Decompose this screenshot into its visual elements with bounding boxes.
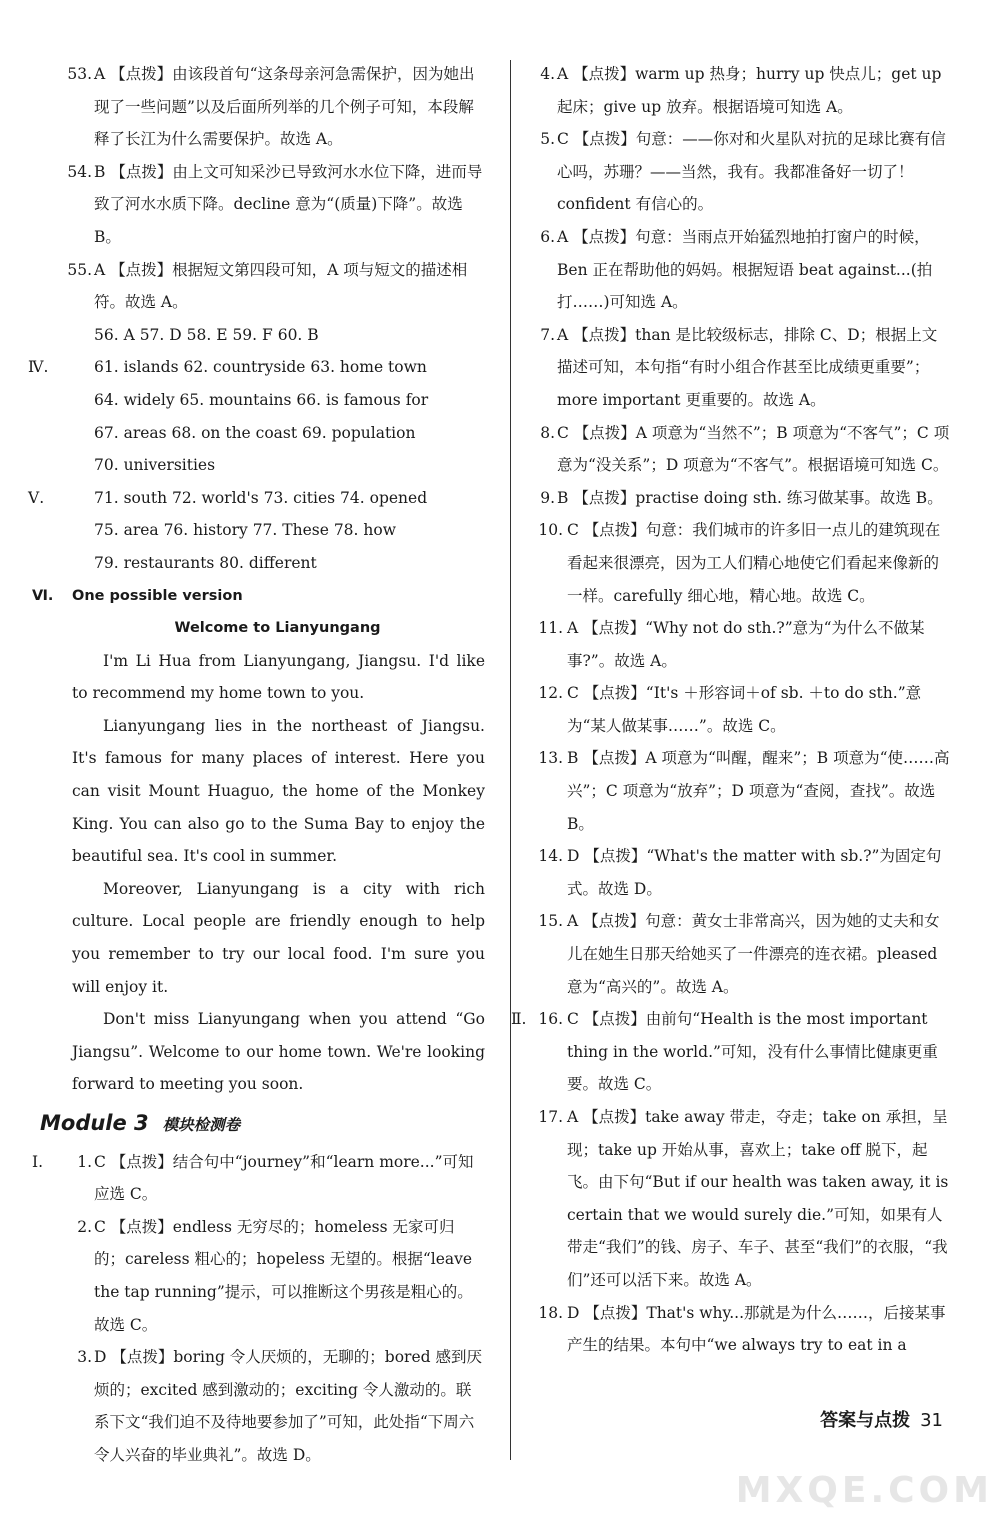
- section-4-row-2: 64. widely 65. mountains 66. is famous for: [94, 390, 429, 409]
- m3-answer-4: 4. A 【点拨】warm up 热身；hurry up 快点儿；get up 起床；give up 放弃。根据语境可知选 A。: [540, 65, 942, 116]
- m3-answer-3: 3. D 【点拨】boring 令人厌烦的，无聊的；bored 感到厌烦的；excited 感到激动的；exciting 令人激动的。联系下文“我们迫不及待地要参加了”可知，此处指“下周六令人兴奋的毕业典礼”。故选 D。: [77, 1348, 482, 1464]
- answer-53: 53. A 【点拨】由该段首句“这条母亲河急需保护，因为她出现了一些问题”以及后面所列举的几个例子可知，本段解释了长江为什么需要保护。故选 A。: [67, 65, 475, 149]
- essay-paragraph-4: Don't miss Lianyungang when you attend “Go Jiangsu”. Welcome to our home town. We're looking forward to meeting you soon.: [72, 1010, 485, 1094]
- m3-answer-9: 9. B 【点拨】practise doing sth. 练习做某事。故选 B。: [540, 488, 943, 507]
- m3-answer-1: Ⅰ. 1. C 【点拨】结合句中“journey”和“learn more...”可知应选 C。: [32, 1152, 474, 1204]
- module-heading: Module 3 模块检测卷: [40, 1111, 241, 1135]
- essay-paragraph-1: I'm Li Hua from Lianyungang, Jiangsu. I'd like to recommend my home town to you.: [72, 651, 485, 703]
- essay-title: Welcome to Lianyungang: [174, 620, 381, 637]
- m3-answer-18: 18. D 【点拨】That's why...那就是为什么……，后接某事产生的结果。本句中“we always try to eat in a: [538, 1303, 946, 1355]
- section-4-row-4: 70. universities: [94, 456, 216, 475]
- answer-55: 55. A 【点拨】根据短文第四段可知，A 项与短文的描述相符。故选 A。: [67, 260, 468, 312]
- m3-answer-11: 11. A 【点拨】“Why not do sth.?”意为“为什么不做某事?”。故选 A。: [538, 619, 925, 670]
- m3-answer-10: 10. C 【点拨】句意：我们城市的许多旧一点儿的建筑现在看起来很漂亮，因为工人们精心地使它们看起来像新的一样。carefully 细心地，精心地。故选 C。: [538, 521, 941, 605]
- m3-answer-6: 6. A 【点拨】句意：当雨点开始猛烈地拍打窗户的时候，Ben 正在帮助他的妈妈。根据短语 beat against...(拍打……)可知选 A。: [540, 227, 933, 312]
- m3-answer-2: 2. C 【点拨】endless 无穷尽的；homeless 无家可归的；careless 粗心的；hopeless 无望的。根据“leave the tap running”提示，可以推断这个男孩是粗心的。故选 C。: [77, 1217, 473, 1334]
- right-column: [511, 58, 950, 1362]
- m3-answer-14: 14. D 【点拨】“What's the matter with sb.?”为固定句式。故选 D。: [538, 847, 942, 898]
- m3-answer-12: 12. C 【点拨】“It's ＋形容词＋of sb. ＋to do sth.”意为“某人做某事……”。故选 C。: [538, 684, 922, 735]
- answer-54: 54. B 【点拨】由上文可知采沙已导致河水水位下降，进而导致了河水水质下降。decline 意为“(质量)下降”。故选 B。: [67, 162, 483, 246]
- m3-answer-16: Ⅱ. 16. C 【点拨】由前句“Health is the most important thing in the world.”可知，没有什么事情比健康更重要。故选 C。: [511, 1010, 938, 1094]
- section-4-row-3: 67. areas 68. on the coast 69. population: [94, 423, 416, 442]
- watermark: MXQE.COM: [735, 1470, 993, 1511]
- left-column: [28, 58, 485, 1472]
- m3-answer-5: 5. C 【点拨】句意：——你对和火星队对抗的足球比赛有信心吗，苏珊？——当然，我有。我都准备好一切了！confident 有信心的。: [540, 130, 946, 214]
- column-divider: [510, 60, 511, 1460]
- essay-paragraph-2: Lianyungang lies in the northeast of Jiangsu. It's famous for many places of interest. Here you can visit Mount Huaguo, the home of the Monkey King. You can also go to the Suma Bay to enjoy the beautiful sea. It's cool in summer.: [72, 716, 485, 866]
- m3-answer-17: 17. A 【点拨】take away 带走，夺走；take on 承担，呈现；take up 开始从事，喜欢上；take off 脱下，起飞。由下句“But if our health was taken away, it is certain that we would surely die.”可知，如果有人带走“我们”的钱、房子、车子、甚至“我们”的衣服，“我们”还可以活下来。故选 A。: [538, 1108, 949, 1289]
- page-footer: 答案与点拨 31: [820, 1410, 943, 1431]
- answers-56-60: 56. A 57. D 58. E 59. F 60. B: [94, 325, 319, 344]
- section-5-row-1: Ⅴ. 71. south 72. world's 73. cities 74. opened: [28, 488, 428, 507]
- essay-paragraph-3: Moreover, Lianyungang is a city with rich culture. Local people are friendly enough to help you remember to try our local food. I'm sure you will enjoy it.: [72, 879, 485, 996]
- section-5-row-3: 79. restaurants 80. different: [94, 553, 317, 572]
- m3-answer-7: 7. A 【点拨】than 是比较级标志，排除 C、D；根据上文描述可知，本句指“有时小组合作甚至比成绩更重要”；more important 更重要的。故选 A。: [540, 325, 938, 409]
- section-4-row-1: Ⅳ. 61. islands 62. countryside 63. home town: [28, 358, 427, 377]
- section-6-label: Ⅵ. One possible version: [32, 587, 243, 604]
- m3-answer-15: 15. A 【点拨】句意：黄女士非常高兴，因为她的丈夫和女儿在她生日那天给她买了一件漂亮的连衣裙。pleased 意为“高兴的”。故选 A。: [538, 912, 940, 996]
- m3-answer-8: 8. C 【点拨】A 项意为“当然不”；B 项意为“不客气”；C 项意为“没关系”；D 项意为“不客气”。根据语境可知选 C。: [540, 423, 950, 475]
- m3-answer-13: 13. B 【点拨】A 项意为“叫醒，醒来”；B 项意为“使……高兴”；C 项意为“放弃”；D 项意为“查阅，查找”。故选 B。: [538, 749, 950, 833]
- section-5-row-2: 75. area 76. history 77. These 78. how: [94, 521, 396, 540]
